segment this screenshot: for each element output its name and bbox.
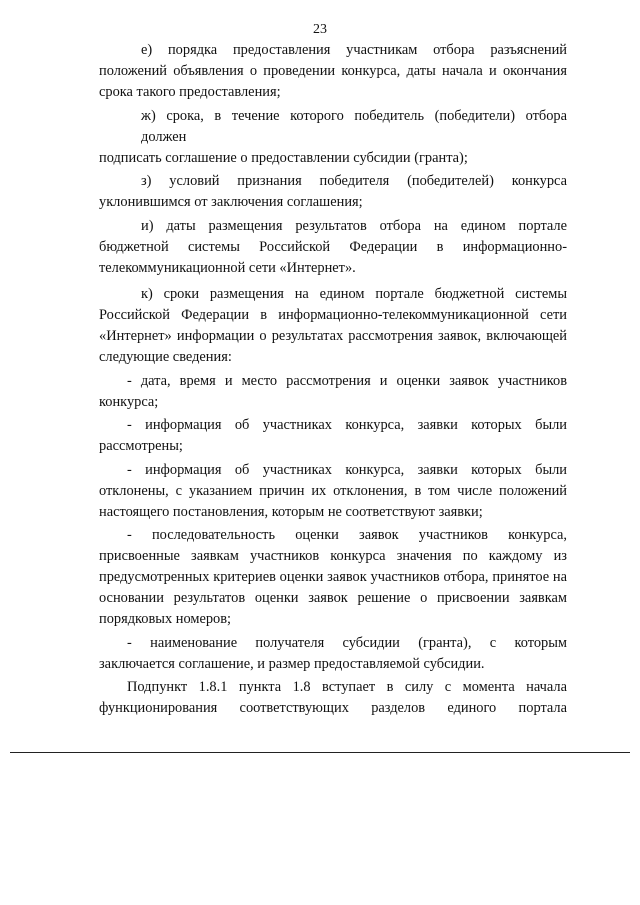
paragraph-subclause-effective-continuation: функционирования соответствующих разделов единого портала [99, 700, 567, 716]
paragraph-z-continuation: уклонившимся от заключения соглашения; [99, 194, 363, 210]
paragraph-e-continuation: положений объявления о проведении конкурса, даты начала и окончания срока такого предоставления; [99, 63, 567, 100]
paragraph-zh-continuation: подписать соглашение о предоставлении субсидии (гранта); [99, 149, 468, 166]
paragraph-i-continuation: бюджетной системы Российской Федерации в информационно-телекоммуникационной сети «Интернет». [99, 238, 567, 276]
bullet-evaluation-sequence-first-line: - последовательность оценки заявок участников конкурса, [127, 527, 567, 543]
bullet-rejected-participants-first-line: - информация об участниках конкурса, заявки которых были [127, 461, 567, 478]
bullet-recipient-name-first-line: - наименование получателя субсидии (гранта), с которым [127, 634, 567, 651]
paragraph-subclause-effective-first-line: Подпункт 1.8.1 пункта 1.8 вступает в силу с момента начала [127, 679, 567, 695]
paragraph-i [99, 216, 567, 279]
paragraph-zh-first-line: ж) срока, в течение которого победитель (победители) отбора должен [141, 107, 567, 145]
paragraph-e [99, 40, 567, 103]
paragraph-subclause-effective [99, 677, 567, 719]
document-body [99, 40, 567, 722]
paragraph-zh [99, 106, 567, 169]
paragraph-i-first-line: и) даты размещения результатов отбора на едином портале [141, 217, 567, 234]
bullet-recipient-name-continuation: заключается соглашение, и размер предоставляемой субсидии. [99, 655, 485, 672]
bullet-reviewed-participants-continuation: рассмотрены; [99, 438, 183, 454]
page-number: 23 [313, 22, 327, 37]
bullet-reviewed-participants-first-line: - информация об участниках конкурса, заявки которых были [127, 417, 567, 433]
paragraph-z [99, 171, 567, 213]
bullet-evaluation-sequence [99, 525, 567, 630]
bullet-evaluation-sequence-continuation: присвоенные заявкам участников конкурса значения по каждому из предусмотренных критериев оценки заявок участников отбора, принятое на основании результатов оценки заявок решение о присвоении заявкам порядковых номеров; [99, 548, 567, 627]
paragraph-k [99, 284, 567, 368]
bullet-rejected-participants-continuation: отклонены, с указанием причин их отклонения, в том числе положений настоящего постановления, которым не соответствуют заявки; [99, 482, 567, 520]
paragraph-k-first-line: к) сроки размещения на едином портале бюджетной системы [141, 286, 567, 302]
paragraph-z-first-line: з) условий признания победителя (победителей) конкурса [141, 173, 567, 189]
bullet-reviewed-participants [99, 415, 567, 457]
page-divider-line [10, 752, 630, 753]
paragraph-e-first-line: е) порядка предоставления участникам отбора разъяснений [141, 42, 567, 58]
bullet-date-time-place-first-line: - дата, время и место рассмотрения и оценки заявок участников [127, 372, 567, 389]
bullet-date-time-place-continuation: конкурса; [99, 393, 159, 410]
bullet-recipient-name [99, 633, 567, 675]
bullet-rejected-participants [99, 460, 567, 523]
bullet-date-time-place [99, 371, 567, 413]
paragraph-k-continuation: Российской Федерации в информационно-телекоммуникационной сети «Интернет» информации о результатах рассмотрения заявок, включающей следующие сведения: [99, 307, 567, 365]
